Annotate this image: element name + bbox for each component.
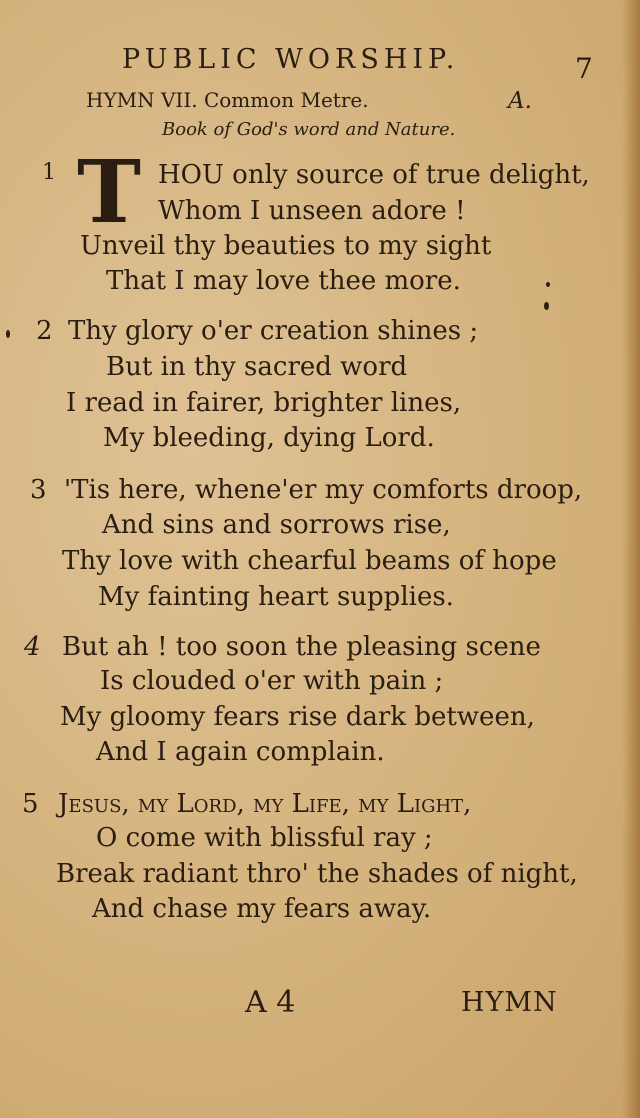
verse-3-line-1: 'Tis here, whene'er my comforts droop,	[64, 475, 583, 505]
verse-5-line-1: Jesus, my Lord, my Life, my Light,	[58, 789, 472, 819]
verse-2-line-3: I read in fairer, brighter lines,	[66, 388, 462, 418]
hymn-heading: HYMN VII. Common Metre.	[86, 88, 369, 112]
verse-number-3: 3	[30, 475, 47, 505]
verse-5-line-4: And chase my fears away.	[92, 894, 432, 924]
drop-cap: T	[77, 142, 141, 243]
verse-4-line-4: And I again complain.	[96, 737, 385, 767]
verse-2-line-4: My bleeding, dying Lord.	[103, 423, 435, 453]
tune-mark: A.	[508, 88, 532, 114]
page-number: 7	[575, 52, 593, 85]
verse-number-5: 5	[22, 789, 39, 819]
verse-2-line-1: Thy glory o'er creation shines ;	[68, 316, 479, 346]
verse-3-line-4: My fainting heart supplies.	[98, 582, 454, 612]
verse-1-line-3: Unveil thy beauties to my sight	[80, 231, 492, 261]
ink-speck	[6, 330, 10, 338]
verse-4-line-1: But ah ! too soon the pleasing scene	[62, 632, 541, 662]
verse-number-1: 1	[42, 160, 56, 185]
verse-3-line-3: Thy love with chearful beams of hope	[62, 546, 557, 576]
signature-mark: A 4	[245, 985, 296, 1020]
catchword: HYMN	[461, 987, 558, 1018]
ink-speck	[546, 282, 550, 287]
page-edge-shadow	[622, 0, 640, 1118]
verse-number-4: 4	[24, 632, 41, 662]
verse-3-line-2: And sins and sorrows rise,	[102, 510, 451, 540]
hymn-subtitle: Book of God's word and Nature.	[162, 119, 456, 140]
verse-5-line-2: O come with blissful ray ;	[96, 823, 433, 853]
verse-number-2: 2	[36, 316, 53, 346]
verse-1-line-1: HOU only source of true delight,	[158, 160, 590, 190]
verse-4-line-3: My gloomy fears rise dark between,	[60, 702, 535, 732]
running-title: PUBLIC WORSHIP.	[122, 44, 460, 75]
verse-1-line-4: That I may love thee more.	[106, 266, 461, 296]
ink-speck	[544, 302, 549, 310]
verse-4-line-2: Is clouded o'er with pain ;	[100, 666, 444, 696]
verse-1-line-2: Whom I unseen adore !	[158, 196, 466, 226]
verse-2-line-2: But in thy sacred word	[106, 352, 408, 382]
verse-5-line-3: Break radiant thro' the shades of night,	[56, 859, 578, 889]
